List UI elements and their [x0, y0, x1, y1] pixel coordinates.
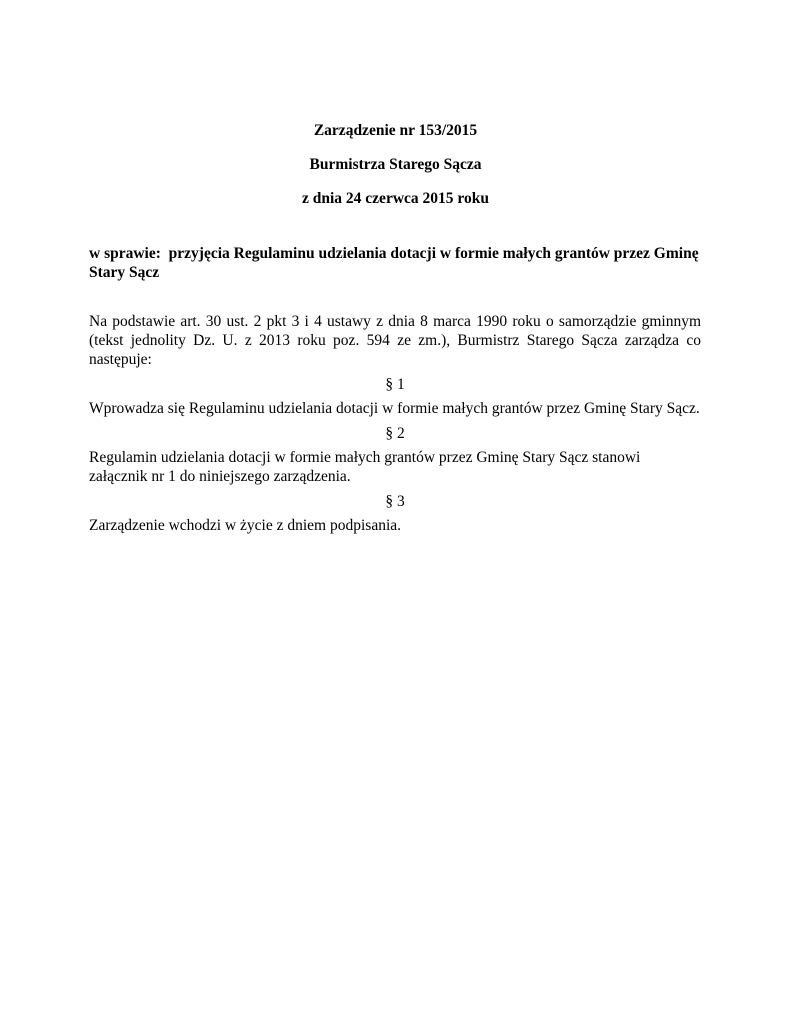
- section-1-text: Wprowadza się Regulaminu udzielania dotacji w formie małych grantów przez Gminę Stary Sącz.: [89, 400, 700, 417]
- subject-prefix: w sprawie:: [89, 245, 169, 262]
- section-1-mark: § 1: [385, 376, 405, 393]
- section-3-mark: § 3: [385, 493, 405, 510]
- document-issuer: Burmistrza Starego Sącza: [309, 156, 482, 173]
- document-title: Zarządzenie nr 153/2015: [313, 122, 478, 139]
- document-body: [89, 312, 701, 535]
- subject-text: przyjęcia Regulaminu udzielania dotacji w formie małych grantów przez Gminę Stary Sącz: [89, 245, 699, 281]
- preamble-paragraph: Na podstawie art. 30 ust. 2 pkt 3 i 4 ustawy z dnia 8 marca 1990 roku o samorządzie gminnym (tekst jednolity Dz. U. z 2013 roku poz. 594 ze zm.), Burmistrz Starego Sącza zarządza co następuje:: [89, 313, 701, 368]
- document-date: z dnia 24 czerwca 2015 roku: [302, 190, 489, 207]
- section-2-mark: § 2: [385, 425, 405, 442]
- section-2-text: Regulamin udzielania dotacji w formie małych grantów przez Gminę Stary Sącz stanowi załącznik nr 1 do niniejszego zarządzenia.: [89, 449, 641, 485]
- section-3-text: Zarządzenie wchodzi w życie z dniem podpisania.: [89, 517, 402, 534]
- document-subject: [89, 244, 719, 282]
